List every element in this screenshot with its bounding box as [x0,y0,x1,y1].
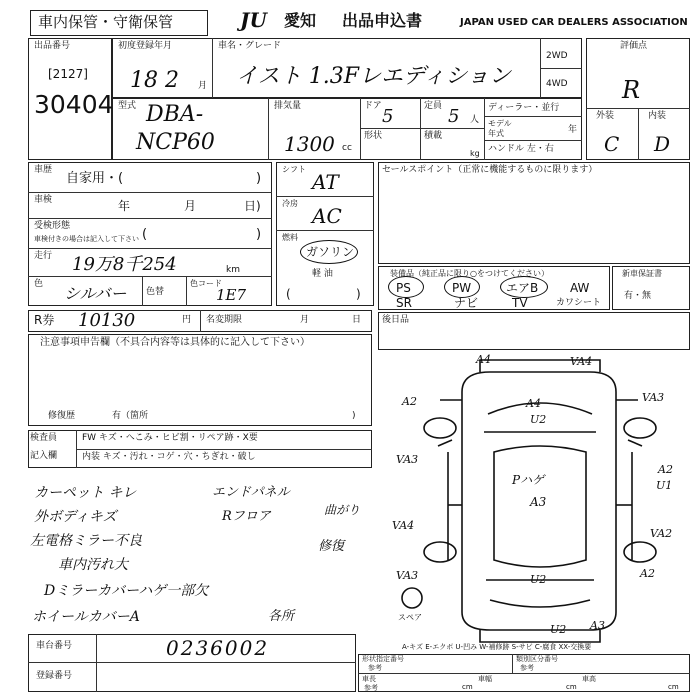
option-seat: カワシート [556,298,602,308]
drive-4wd: 4WD [546,79,568,89]
warranty-value: 有・無 [624,291,652,301]
fuel-label: 燃料 [282,233,298,242]
year-unit: 年 [568,125,578,135]
mileage-value: 19万8千254 [72,254,177,275]
displacement-label: 排気量 [274,101,302,111]
chassis-label: 車台番号 [36,641,73,651]
car-history-value: 自家用・( [66,171,124,186]
inspection-month: 月 [184,199,197,213]
notes-header: 注意事項申告欄（不具合内容等は具体的に記入して下さい） [40,337,310,348]
capacity-value: 5 [448,106,460,127]
rear-items-label: 後日品 [382,315,410,325]
first-reg-value: 18 2 [130,68,179,93]
length-cm: cm [462,683,473,691]
form-title: 出品申込書 [342,11,423,30]
option-sr: SR [396,296,412,310]
mark-roof-2: A3 [530,495,547,509]
lot-bracket-code: [2127] [48,67,88,81]
mark-bottom-1: U2 [550,623,567,636]
interior-label: 内装 [648,111,667,121]
color-value: シルバー [64,284,127,303]
type-class-ref: 参考 [520,664,534,672]
name-change-month: 月 [300,315,310,325]
inspection-form-label: 受検形態 [34,221,71,231]
name-change-day: 日 [352,315,362,325]
mark-left-door-front: VA3 [396,453,419,466]
chassis-value: 0236002 [166,636,270,660]
mark-right-door-1: A2 [658,463,673,476]
first-reg-month-unit: 月 [198,81,208,91]
option-aw: AW [570,281,590,295]
shift-value: AT [312,170,339,194]
note-repair: 修復 [318,539,345,554]
color-label: 色 [34,279,44,289]
type-class-label: 類別区分番号 [516,655,558,663]
mark-hood-2: U2 [530,413,547,426]
handle-label: ハンドル 左・右 [488,144,554,154]
damage-legend: A-キズ E-エクボ U-凹み W-補修跡 S-サビ C-腐食 XX-交換要 [402,643,592,651]
exterior-label: 外装 [596,111,615,121]
load-label: 積載 [424,131,443,141]
displacement-value: 1300 [284,132,335,156]
ac-label: 冷房 [282,199,298,208]
first-reg-label: 初度登録年月 [118,41,173,51]
inspection-form-open: ( [142,227,148,242]
fuel-paren-close: ) [356,287,361,301]
storage-note: 車内保管・守衛保管 [38,13,174,31]
model-year-label2: 年式 [488,129,504,138]
height-label: 車高 [582,675,596,683]
fuel-value: ガソリン [306,245,355,259]
mark-top-left: A4 [476,353,491,366]
mark-rear-center: U2 [530,573,547,586]
inspection-year: 年 [118,199,131,213]
option-navi: ナビ [454,296,479,310]
note-r-floor: Rフロア [222,509,271,524]
car-name-label: 車名・グレード [218,41,282,51]
option-airbag: エアB [506,281,539,295]
capacity-label: 定員 [424,101,443,111]
note-interior: 車内汚れ大 [58,557,128,573]
recycle-unit: 円 [182,315,192,325]
org-name: 愛知 [284,11,317,30]
shift-label: シフト [282,165,306,174]
lot-number: 30404 [34,90,114,119]
note-body: 外ボディキズ [34,509,117,525]
spare-label: スペア [398,613,422,622]
recycle-label: R券 [34,313,55,327]
score-label: 評価点 [620,41,648,51]
mark-right-rear: A2 [640,567,655,580]
note-mirror-cover: Dミラーカバーハゲ一部欠 [44,583,209,599]
association-name: JAPAN USED CAR DEALERS ASSOCIATION [460,17,688,28]
model-label: 型式 [118,101,137,111]
mark-left-door-rear: VA4 [392,519,415,532]
inspection-form-close: ) [256,227,262,242]
interior-value: D [654,132,671,156]
repair-close: ) [352,411,356,421]
width-label: 車幅 [478,675,492,683]
model-year-label: モデル [488,119,512,128]
displacement-unit: cc [342,143,352,153]
drive-2wd: 2WD [546,51,568,61]
width-cm: cm [566,683,577,691]
mark-top-right: VA4 [570,355,593,368]
dealer-label: ディーラー・並行 [488,103,560,113]
mark-hood: A4 [526,397,541,410]
mark-roof: Pハゲ [512,473,545,487]
reg-number-label: 登録番号 [36,671,73,681]
note-wheel-cover: ホイールカバーA [32,609,140,625]
doors-label: ドア [364,101,382,111]
inspection-day: 日) [244,199,261,213]
car-history-close: ) [256,171,262,186]
color-code-value: 1E7 [216,286,247,304]
mark-right-door-rear: VA2 [650,527,673,540]
car-history-label: 車歴 [34,165,53,175]
load-unit: kg [470,149,480,158]
ac-value: AC [312,204,342,228]
mark-right-front: VA3 [642,391,665,404]
option-tv: TV [512,296,528,310]
recycle-value: 10130 [78,310,136,331]
inspection-form-note: 車検付きの場合は記入して下さい [34,235,139,243]
doors-value: 5 [382,106,394,127]
inspection-label: 車検 [34,195,53,205]
fuel-alt: 軽 油 [312,269,333,279]
mark-right-door-2: U1 [656,479,673,492]
name-change-label: 名変期限 [206,315,243,325]
fw-row: FW キズ・へこみ・ヒビ割・リペア跡・X要 [82,433,258,443]
lot-label: 出品番号 [34,41,71,51]
repair-value: 有（箇所 [112,411,149,421]
form-spec-ref: 参考 [368,664,382,672]
fuel-paren-open: ( [286,287,291,301]
recolor-label: 色替 [146,287,165,297]
mileage-unit: km [226,265,240,275]
note-various: 各所 [268,609,295,624]
form-spec-label: 形状指定番号 [362,655,404,663]
mark-left-front: A2 [402,395,417,408]
length-label: 車長 [362,675,376,683]
interior-row: 内装 キズ・汚れ・コゲ・穴・ちぎれ・破し [82,452,256,462]
warranty-label: 新車保証書 [622,269,662,278]
capacity-unit: 人 [470,115,480,125]
color-code-label: 色コード [190,279,222,288]
mileage-label: 走行 [34,251,53,261]
note-bent: 曲がり [324,503,361,517]
score-value: R [622,76,641,104]
note-mirror: 左電格ミラー不良 [30,533,142,549]
option-pw: PW [452,281,472,295]
inspector-label: 検査員 [30,433,58,443]
ju-logo: JU [240,8,267,32]
shape-label: 形状 [364,131,383,141]
entry-label: 記入欄 [30,451,58,461]
note-end-panel: エンドパネル [212,485,290,500]
model-value-2: NCP60 [136,130,215,155]
exterior-value: C [604,132,620,156]
height-cm: cm [668,683,679,691]
options-label: 装備品（純正品に限り○をつけてください） [390,269,549,278]
mark-left-rear: VA3 [396,569,419,582]
note-carpet: カーペット キレ [34,485,137,501]
option-ps: PS [396,281,411,295]
model-value-1: DBA- [146,102,204,127]
repair-label: 修復歴 [48,411,76,421]
length-ref: 参考 [364,684,378,692]
sales-point-label: セールスポイント（正常に機能するものに限ります） [382,165,598,175]
mark-bottom-2: A3 [590,619,605,632]
car-name-value: イスト 1.3Fレエディション [236,64,511,89]
